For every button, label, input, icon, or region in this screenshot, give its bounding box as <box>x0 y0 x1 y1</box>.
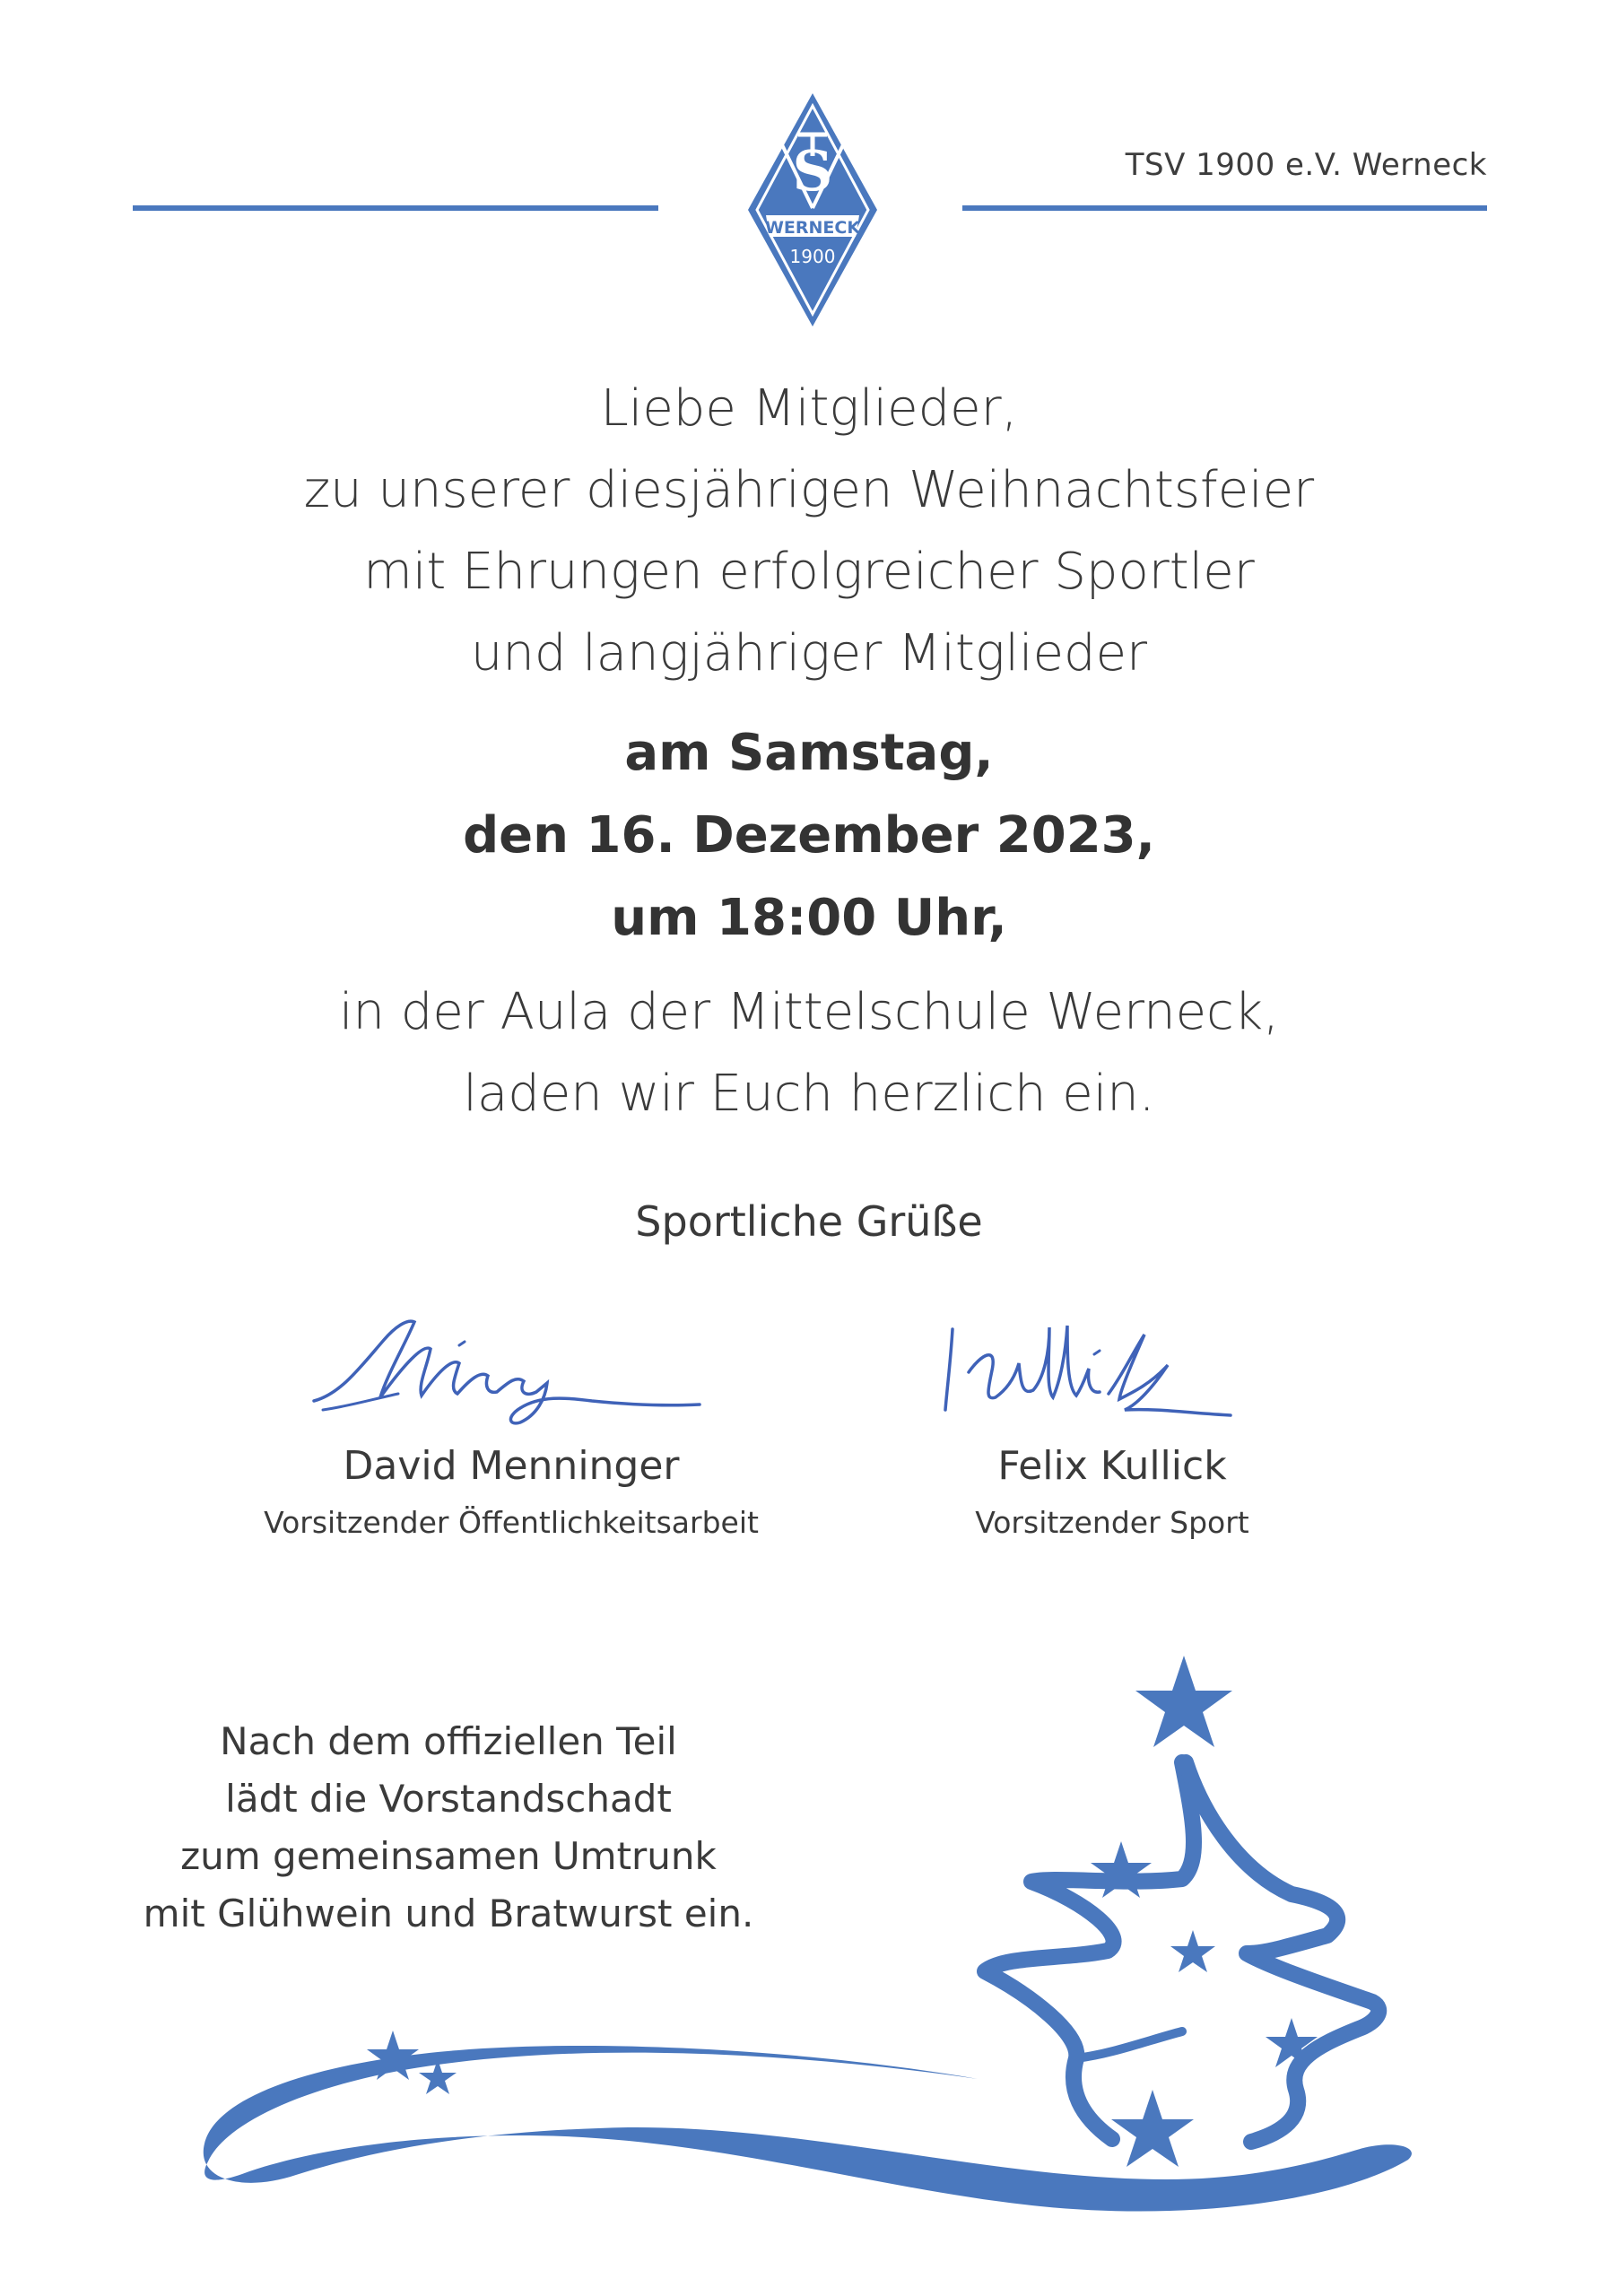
signatory-role: Vorsitzender Sport <box>975 1505 1249 1540</box>
club-name: TSV 1900 e.V. Werneck <box>1125 147 1487 183</box>
svg-text:S: S <box>792 138 833 204</box>
signature-menninger <box>305 1300 718 1435</box>
club-logo-icon <box>744 90 881 330</box>
signature-kullick <box>933 1300 1292 1435</box>
invitation-text <box>0 368 1618 694</box>
signatory-role: Vorsitzender Öffentlichkeitsarbeit <box>264 1505 759 1540</box>
note-line: mit Glühwein und Bratwurst ein. <box>143 1892 754 1935</box>
note-line: lädt die Vorstandschadt <box>225 1777 672 1821</box>
event-place <box>0 971 1618 1135</box>
note-line: Nach dem offiziellen Teil <box>220 1719 677 1763</box>
signatory-name: David Menninger <box>343 1443 680 1489</box>
svg-text:1900: 1900 <box>789 246 836 267</box>
date-line: um 18:00 Uhr, <box>611 889 1007 947</box>
event-date <box>0 712 1618 960</box>
date-line: den 16. Dezember 2023, <box>463 806 1155 865</box>
note-line: zum gemeinsamen Umtrunk <box>180 1834 717 1878</box>
invitation-line: Liebe Mitglieder, <box>600 379 1018 438</box>
header-rule-right <box>962 205 1487 211</box>
svg-text:WERNECK: WERNECK <box>764 218 861 238</box>
place-line: in der Aula der Mittelschule Werneck, <box>338 983 1280 1041</box>
invitation-line: mit Ehrungen erfolgreicher Sportler <box>363 543 1255 601</box>
invitation-line: und langjähriger Mitglieder <box>470 624 1148 683</box>
closing-greeting: Sportliche Grüße <box>635 1197 983 1246</box>
date-line: am Samstag, <box>624 724 994 782</box>
header-rule-left <box>133 205 658 211</box>
invitation-line: zu unserer diesjährigen Weihnachtsfeier <box>303 461 1315 519</box>
christmas-tree-with-stars-icon <box>0 1614 1618 2296</box>
signatory-name: Felix Kullick <box>997 1443 1227 1489</box>
place-line: laden wir Euch herzlich ein. <box>463 1065 1155 1123</box>
